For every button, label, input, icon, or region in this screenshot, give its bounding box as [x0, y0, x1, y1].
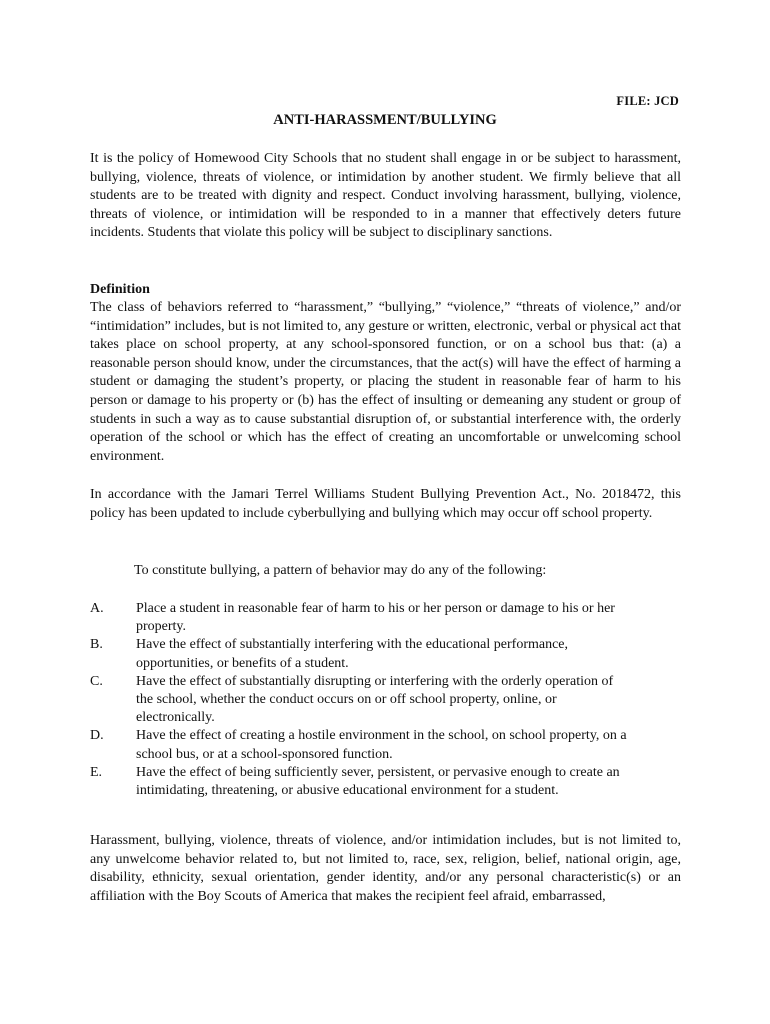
document-title: ANTI-HARASSMENT/BULLYING: [273, 112, 497, 128]
definition-paragraph: The class of behaviors referred to “harassment,” “bullying,” “violence,” “threats of violence,” and/or “intimidation” includes, but is not limited to, any gesture or written, electronic, verbal or physical act that takes place on school property, at any school-sponsored function, or on a school bus that: (a) a reasonable person should know, under the circumstances, that the act(s) will have the effect of harming a student or damaging the student’s property, or placing the student in reasonable fear of harm to his person or damage to his property or (b) has the effect of insulting or demeaning any student or group of students in such a way as to cause substantial disruption of, or substantial interference with, the orderly operation of the school or which has the effect of creating an uncomfortable or unwelcoming school environment.: [90, 300, 681, 464]
accordance-paragraph: In accordance with the Jamari Terrel Williams Student Bullying Prevention Act., No. 2018472, this policy has been updated to include cyberbullying and bullying which may occur off school property.: [90, 487, 681, 521]
list-item: [90, 673, 630, 728]
list-item-text: Have the effect of creating a hostile environment in the school, on school property, on a school bus, or at a school-sponsored function.: [136, 728, 627, 762]
list-item: [90, 764, 630, 800]
list-item-text: Have the effect of being sufficiently sever, persistent, or pervasive enough to create an intimidating, threatening, or abusive educational environment for a student.: [136, 764, 620, 799]
list-item: [90, 727, 630, 763]
list-item-letter: A.: [90, 601, 104, 616]
definition-heading: Definition: [90, 282, 150, 297]
list-item-text: Have the effect of substantially disrupting or interfering with the orderly operation of the school, whether the conduct occurs on or off school property, online, or electronically.: [136, 673, 614, 726]
list-item: [90, 600, 630, 636]
list-item-text: Have the effect of substantially interfering with the educational performance, opportunities, or benefits of a student.: [136, 637, 569, 671]
file-id: FILE: JCD: [616, 94, 679, 108]
list-item-letter: B.: [90, 637, 103, 653]
list-item-letter: E.: [90, 764, 103, 780]
list-item-letter: C.: [90, 673, 103, 689]
policy-paragraph: It is the policy of Homewood City Schools that no student shall engage in or be subject to harassment, bullying, violence, threats of violence, or intimidation by another student. We firmly believe that all students are to be treated with dignity and respect. Conduct involving harassment, bullying, violence, threats of violence, or intimidation will be responded to in a manner that effectively deters future incidents. Students that violate this policy will be subject to disciplinary sanctions.: [90, 151, 681, 241]
list-item: [90, 636, 630, 672]
list-item-text: Place a student in reasonable fear of harm to his or her person or damage to his or her property.: [136, 601, 615, 635]
closing-paragraph: Harassment, bullying, violence, threats of violence, and/or intimidation includes, but is not limited to, any unwelcome behavior related to, but not limited to, race, sex, religion, belief, national origin, age, disability, ethnicity, sexual orientation, gender identity, and/or any personal characteristic(s) or an affiliation with the Boy Scouts of America that makes the recipient feel afraid, embarrassed,: [90, 833, 681, 904]
list-item-letter: D.: [90, 728, 104, 744]
list-intro: To constitute bullying, a pattern of behavior may do any of the following:: [134, 563, 547, 578]
bullying-behavior-list: [90, 600, 630, 800]
